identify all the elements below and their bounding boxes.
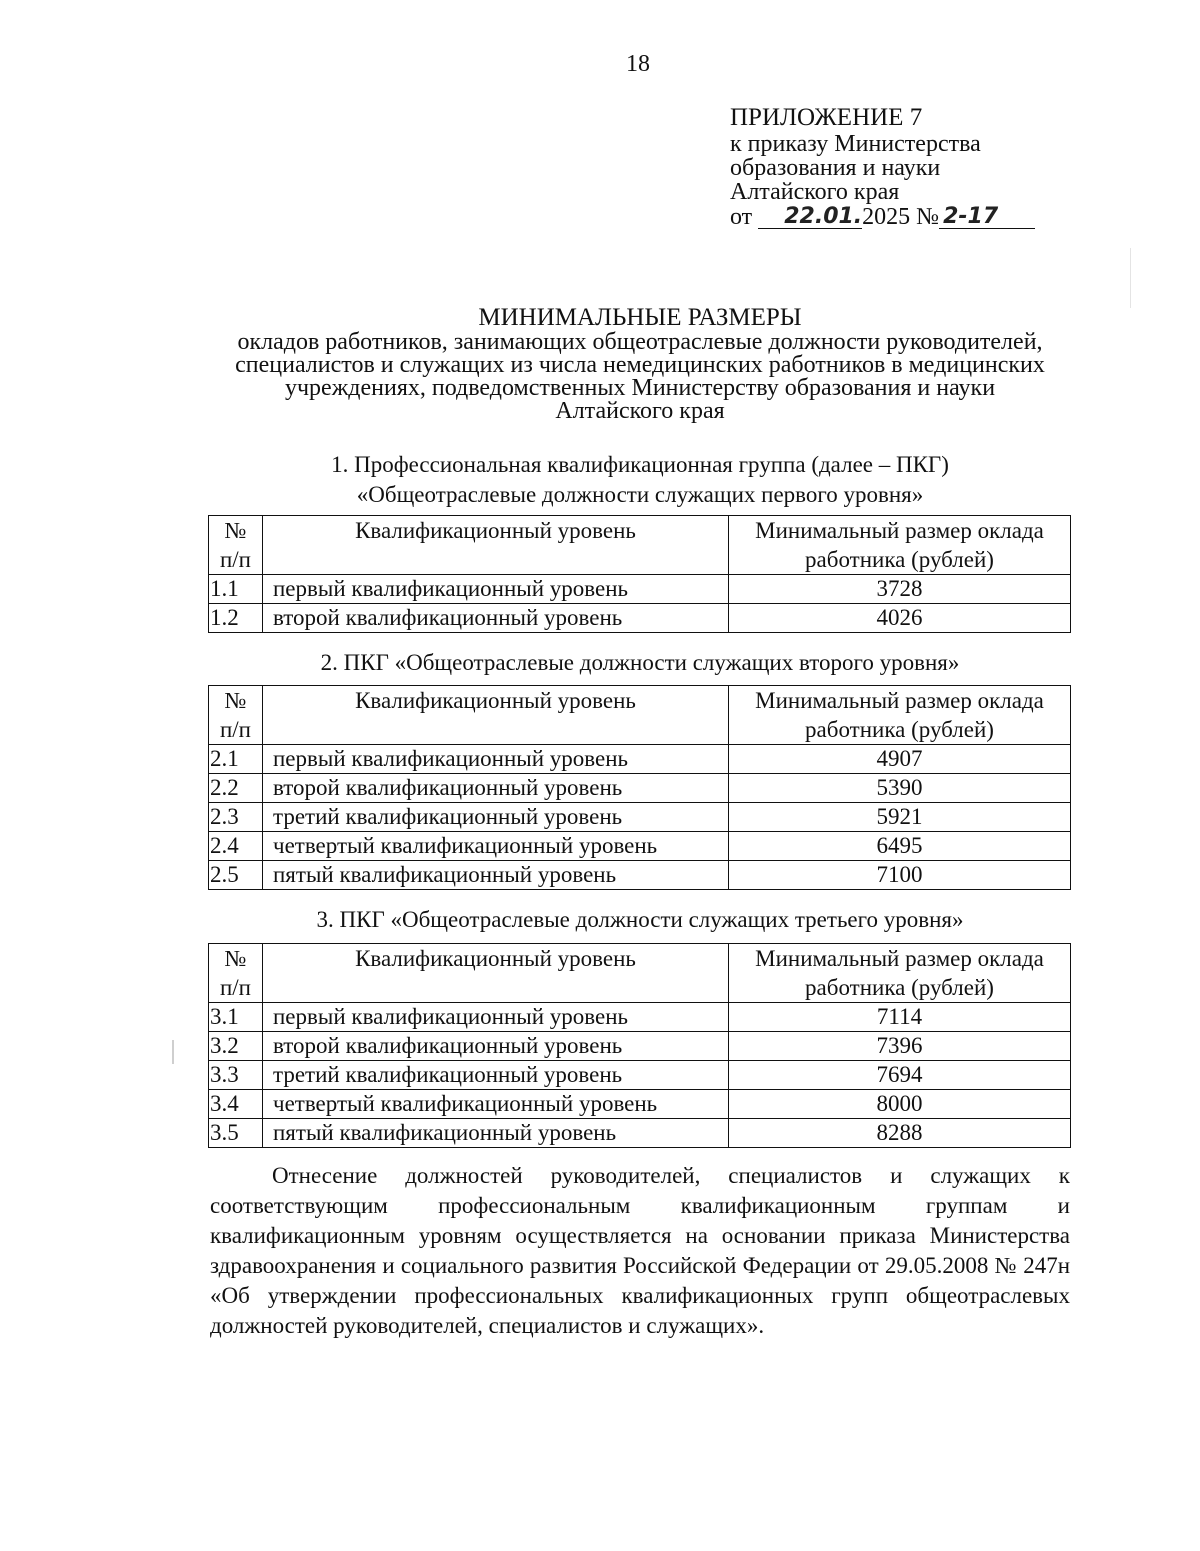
appendix-line: образования и науки (730, 155, 941, 181)
group-heading-line: 1. Профессиональная квалификационная группа (далее – ПКГ) (331, 452, 949, 477)
table-row (209, 803, 1071, 832)
table-row (209, 575, 1071, 604)
row-num: 2.2 (209, 774, 263, 803)
table-row (209, 832, 1071, 861)
row-num: 2.1 (209, 745, 263, 774)
row-level: третий квалификационный уровень (263, 1061, 729, 1090)
table-header-row (209, 944, 1071, 1003)
row-level: четвертый квалификационный уровень (263, 1090, 729, 1119)
header-salary: Минимальный размер оклада работника (рублей) (729, 516, 1071, 575)
row-num: 3.2 (209, 1032, 263, 1061)
table-row (209, 1090, 1071, 1119)
row-level: второй квалификационный уровень (263, 604, 729, 633)
row-salary: 4907 (729, 745, 1071, 774)
document-title (190, 306, 1090, 423)
title-line: специалистов и служащих из числа немедицинских работников в медицинских (235, 352, 1045, 378)
group-1-heading (210, 450, 1070, 510)
row-num: 3.1 (209, 1003, 263, 1032)
group-heading-line: 3. ПКГ «Общеотраслевые должности служащих третьего уровня» (316, 907, 964, 932)
table-row (209, 861, 1071, 890)
number-underline (939, 204, 1035, 229)
row-num: 1.1 (209, 575, 263, 604)
row-salary: 4026 (729, 604, 1071, 633)
group-3-table (208, 943, 1071, 1148)
order-year: 2025 (862, 204, 911, 230)
row-salary: 8000 (729, 1090, 1071, 1119)
row-num: 3.4 (209, 1090, 263, 1119)
row-num: 2.3 (209, 803, 263, 832)
table-row (209, 1061, 1071, 1090)
row-salary: 5921 (729, 803, 1071, 832)
row-num: 1.2 (209, 604, 263, 633)
handwritten-date: 22.01. (784, 204, 863, 229)
row-salary: 5390 (729, 774, 1071, 803)
row-salary: 7114 (729, 1003, 1071, 1032)
scan-artifact (1130, 248, 1131, 308)
row-level: третий квалификационный уровень (263, 803, 729, 832)
title-line: Алтайского края (555, 398, 725, 424)
header-num: № п/п (209, 944, 263, 1003)
header-num: № п/п (209, 686, 263, 745)
group-1-table (208, 515, 1071, 633)
header-level: Квалификационный уровень (263, 516, 729, 575)
header-level: Квалификационный уровень (263, 944, 729, 1003)
appendix-block (730, 106, 1060, 229)
title-heading: МИНИМАЛЬНЫЕ РАЗМЕРЫ (478, 304, 802, 331)
date-prefix: от (730, 204, 753, 230)
row-salary: 8288 (729, 1119, 1071, 1148)
row-salary: 7100 (729, 861, 1071, 890)
header-salary: Минимальный размер оклада работника (рублей) (729, 686, 1071, 745)
row-salary: 7396 (729, 1032, 1071, 1061)
row-level: первый квалификационный уровень (263, 745, 729, 774)
table-row (209, 745, 1071, 774)
row-level: пятый квалификационный уровень (263, 1119, 729, 1148)
row-num: 3.3 (209, 1061, 263, 1090)
header-salary: Минимальный размер оклада работника (рублей) (729, 944, 1071, 1003)
row-level: первый квалификационный уровень (263, 575, 729, 604)
table-header-row (209, 686, 1071, 745)
table-row (209, 1119, 1071, 1148)
appendix-title: ПРИЛОЖЕНИЕ 7 (730, 104, 923, 131)
group-3-heading (210, 905, 1070, 935)
row-salary: 3728 (729, 575, 1071, 604)
header-num: № п/п (209, 516, 263, 575)
group-heading-line: 2. ПКГ «Общеотраслевые должности служащих второго уровня» (320, 650, 960, 675)
table-row (209, 1003, 1071, 1032)
row-level: первый квалификационный уровень (263, 1003, 729, 1032)
appendix-line: Алтайского края (730, 179, 900, 205)
row-salary: 7694 (729, 1061, 1071, 1090)
appendix-line: к приказу Министерства (730, 131, 981, 157)
row-num: 2.5 (209, 861, 263, 890)
row-level: второй квалификационный уровень (263, 774, 729, 803)
page-number: 18 (626, 51, 650, 77)
scan-artifact (172, 1040, 174, 1064)
number-sign: № (916, 204, 940, 230)
table-header-row (209, 516, 1071, 575)
row-num: 3.5 (209, 1119, 263, 1148)
appendix-date-line (730, 204, 1060, 229)
group-heading-line: «Общеотраслевые должности служащих первого уровня» (356, 482, 924, 507)
table-row (209, 604, 1071, 633)
group-2-table (208, 685, 1071, 890)
row-num: 2.4 (209, 832, 263, 861)
footnote-paragraph: Отнесение должностей руководителей, специалистов и служащих к соответствующим профессиональным квалификационным группам и квалификационным уровням осуществляется на основании приказа Министерства здравоохранения и социального развития Российской Федерации от 29.05.2008 № 247н «Об утверждении профессиональных квалификационных групп общеотраслевых должностей руководителей, специалистов и служащих». (210, 1163, 1070, 1338)
table-row (209, 1032, 1071, 1061)
row-level: пятый квалификационный уровень (263, 861, 729, 890)
row-level: четвертый квалификационный уровень (263, 832, 729, 861)
table-row (209, 774, 1071, 803)
row-salary: 6495 (729, 832, 1071, 861)
header-level: Квалификационный уровень (263, 686, 729, 745)
group-2-heading (210, 648, 1070, 678)
handwritten-number: 2-17 (943, 204, 999, 229)
date-underline (758, 204, 862, 229)
title-line: учреждениях, подведомственных Министерству образования и науки (284, 375, 996, 401)
row-level: второй квалификационный уровень (263, 1032, 729, 1061)
title-line: окладов работников, занимающих общеотраслевые должности руководителей, (237, 329, 1043, 355)
